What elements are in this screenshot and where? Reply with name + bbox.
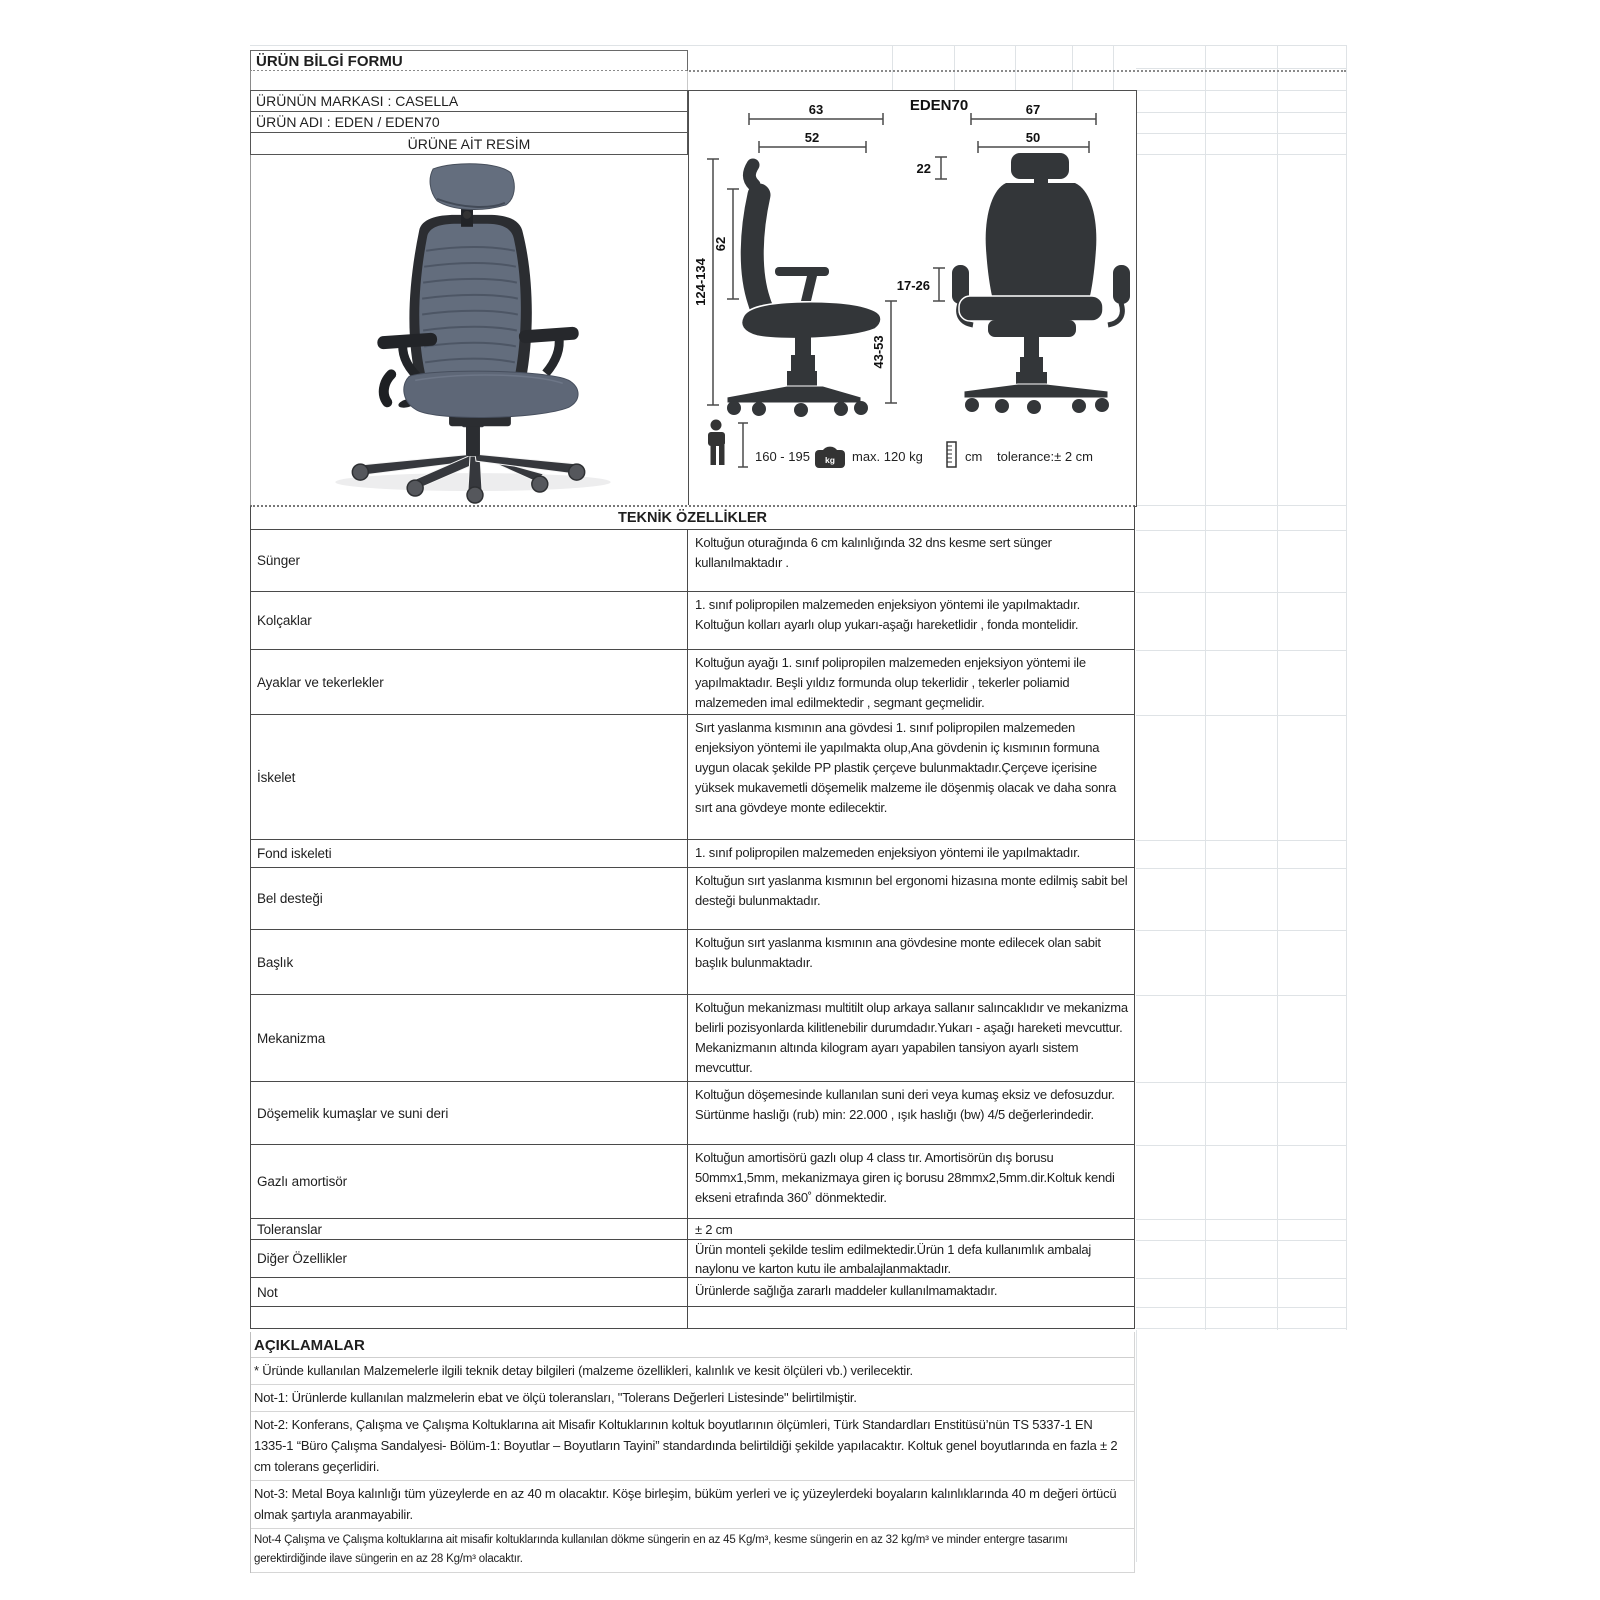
dim-50: 50 [1025, 130, 1041, 145]
ruler-icon [947, 442, 956, 467]
spec-label: Kolçaklar [251, 592, 688, 649]
notes-title: AÇIKLAMALAR [251, 1332, 1134, 1358]
spec-label [251, 1307, 688, 1328]
spec-value: Koltuğun amortisörü gazlı olup 4 class tır. Amortisörün dış borusu 50mmx1,5mm, mekanizmaya giren iç borusu 28mmx2,5mm.dir.Koltuk kendi ekseni etrafında 360˚ dönmektedir. [695, 1150, 1115, 1205]
person-height-range: 160 - 195 [755, 449, 810, 464]
form-title: ÜRÜN BİLGİ FORMU [250, 50, 688, 71]
spec-label: Sünger [251, 530, 688, 591]
spec-label: Ayaklar ve tekerlekler [251, 650, 688, 714]
spec-value: Koltuğun döşemesinde kullanılan suni deri veya kumaş eksiz ve defosuzdur. Sürtünme haslığı (rub) min: 22.000 , ışık haslığı (bw) 4/5 değerlerindedir. [695, 1087, 1115, 1122]
dim-67: 67 [1025, 102, 1041, 117]
notes-section [250, 1332, 1135, 1573]
spec-row-not [251, 1278, 1134, 1307]
product-photo [250, 155, 688, 505]
weight-icon [815, 449, 845, 468]
spec-value: Koltuğun ayağı 1. sınıf polipropilen malzemeden enjeksiyon yöntemi ile yapılmaktadır. Beşli yıldız formunda olup tekerlidir , tekerler poliamid malzemeden imal edilmektedir , segmant geçmelidir. [695, 655, 1086, 710]
spec-label: Not [251, 1278, 688, 1306]
spec-row-gazli-amortisor [251, 1145, 1134, 1219]
spec-value: Ürün monteli şekilde teslim edilmektedir.Ürün 1 defa kullanımlık ambalaj naylonu ve karton kutu ile ambalajlanmaktadır. [695, 1242, 1092, 1276]
product-name-row: ÜRÜN ADI : EDEN / EDEN70 [250, 111, 688, 134]
dim-63: 63 [808, 102, 824, 117]
unit-label: cm [965, 449, 983, 464]
dim-17-26: 17-26 [896, 278, 930, 293]
tolerance-label: tolerance:± 2 cm [997, 449, 1094, 464]
spec-row-iskelet [251, 715, 1134, 840]
person-icon [708, 420, 725, 466]
dim-22: 22 [916, 161, 931, 176]
spec-label: Fond iskeleti [251, 840, 688, 867]
chair-photo-illustration [251, 155, 689, 505]
chair-rear-view [952, 153, 1130, 414]
dim-52: 52 [804, 130, 820, 145]
spec-label: Gazlı amortisör [251, 1145, 688, 1218]
usage-icons [708, 420, 1093, 469]
note-line: * Üründe kullanılan Malzemelerle ilgili teknik detay bilgileri (malzeme özellikleri, kalınlık ve kesit ölçüleri vb.) verilecektir. [251, 1358, 1134, 1385]
spec-row-bel-destegi [251, 868, 1134, 930]
note-line: Not-4 Çalışma ve Çalışma koltuklarına ait misafir koltuklarında kullanılan dökme süngerin en az 45 Kg/m³, kesme süngerin en az 32 kg/m³ ve minder entergre tasarımı gerektirdiğinde ilave süngerin en az 28 Kg/m³ olacaktır. [251, 1529, 1134, 1573]
dim-62: 62 [713, 236, 728, 252]
spec-row-baslik [251, 930, 1134, 995]
spec-value: Koltuğun mekanizması multitilt olup arkaya sallanır salıncaklıdır ve mekanizma belirli pozisyonlarda kilitlenebilir durumdadır.Yukarı - aşağı hareketi mevcuttur. Mekanizmanın altında kilogram ayarı yapabilen tansiyon ayarlı sistem mevcuttur. [695, 1000, 1128, 1075]
spec-label: Toleranslar [251, 1219, 688, 1239]
technical-specs-table [250, 505, 1135, 1329]
spec-row-dosemelik [251, 1082, 1134, 1145]
image-header-row: ÜRÜNE AİT RESİM [250, 132, 688, 155]
spec-value: Ürünlerde sağlığa zararlı maddeler kullanılmamaktadır. [695, 1283, 998, 1298]
header-spacer [250, 71, 688, 90]
weight-icon-label: kg [825, 455, 835, 465]
spec-value [688, 1307, 1134, 1328]
spec-row-sunger [251, 530, 1134, 592]
dimension-diagram [688, 90, 1137, 507]
spec-row-diger-ozellikler [251, 1240, 1134, 1278]
spec-label: Bel desteği [251, 868, 688, 929]
spec-label: Başlık [251, 930, 688, 994]
brand-row: ÜRÜNÜN MARKASI : CASELLA [250, 90, 688, 113]
spec-value: 1. sınıf polipropilen malzemeden enjeksiyon yöntemi ile yapılmaktadır. [695, 845, 1080, 860]
spec-value: ± 2 cm [695, 1222, 733, 1237]
note-line: Not-3: Metal Boya kalınlığı tüm yüzeylerde en az 40 m olacaktır. Köşe birleşim, büküm yerleri ve iç yüzeylerdeki boyaların kalınlıklarında 40 m değeri örtücü olmak şartıyla aranmayabilir. [251, 1481, 1134, 1529]
specs-section-title: TEKNİK ÖZELLİKLER [251, 507, 1134, 530]
spec-label: Döşemelik kumaşlar ve suni deri [251, 1082, 688, 1144]
spec-label: İskelet [251, 715, 688, 839]
note-line: Not-1: Ürünlerde kullanılan malzmelerin ebat ve ölçü toleransları, "Tolerans Değerleri Listesinde" belirtilmiştir. [251, 1385, 1134, 1412]
spec-row-ayaklar [251, 650, 1134, 715]
spec-value: Koltuğun sırt yaslanma kısmının ana gövdesine monte edilecek olan sabit başlık bulunmaktadır. [695, 935, 1101, 970]
spec-row-empty [251, 1307, 1134, 1328]
model-label: EDEN70 [909, 97, 969, 114]
spec-row-kolcaklar [251, 592, 1134, 650]
dim-43-53: 43-53 [871, 335, 886, 369]
spec-label: Diğer Özellikler [251, 1240, 688, 1277]
spec-value: Sırt yaslanma kısmının ana gövdesi 1. sınıf polipropilen malzemeden enjeksiyon yöntemi ile yapılmakta olup,Ana gövdenin iç kısmının formuna uygun olacak şekilde PP plastik çerçeve bulunmaktadır.Çerçeve içerisine yüksek mukavemetli döşemelik malzeme ile döşenmiş olacak ve daha sonra sırt ana gövdeye monte edilecektir. [695, 720, 1117, 815]
spec-label: Mekanizma [251, 995, 688, 1081]
dim-124-134: 124-134 [693, 258, 708, 306]
spec-value: Koltuğun oturağında 6 cm kalınlığında 32 dns kesme sert sünger kullanılmaktadır . [695, 535, 1052, 570]
dimension-drawing [689, 91, 1136, 506]
spec-value: 1. sınıf polipropilen malzemeden enjeksiyon yöntemi ile yapılmaktadır. Koltuğun kolları ayarlı olup yukarı-aşağı hareketlidir , fonda montelidir. [695, 597, 1080, 632]
note-line: Not-2: Konferans, Çalışma ve Çalışma Koltuklarına ait Misafir Koltuklarının koltuk boyutlarının ölçümleri, Türk Standardları Enstitüsü’nün TS 5337-1 EN 1335-1 “Büro Çalışma Sandalyesi- Bölüm-1: Boyutlar – Boyutların Tayini” standardında belirtildiği şekilde yapılacaktır. Koltuk genel boyutlarında en fazla ± 2 cm tolerans geçerlidiri. [251, 1412, 1134, 1481]
chair-side-view [727, 165, 881, 417]
spec-row-toleranslar [251, 1219, 1134, 1240]
max-weight-label: max. 120 kg [852, 449, 923, 464]
spec-row-mekanizma [251, 995, 1134, 1082]
spec-row-fond-iskeleti [251, 840, 1134, 868]
spec-value: Koltuğun sırt yaslanma kısmının bel ergonomi hizasına monte edilmiş sabit bel desteği bulunmaktadır. [695, 873, 1128, 908]
